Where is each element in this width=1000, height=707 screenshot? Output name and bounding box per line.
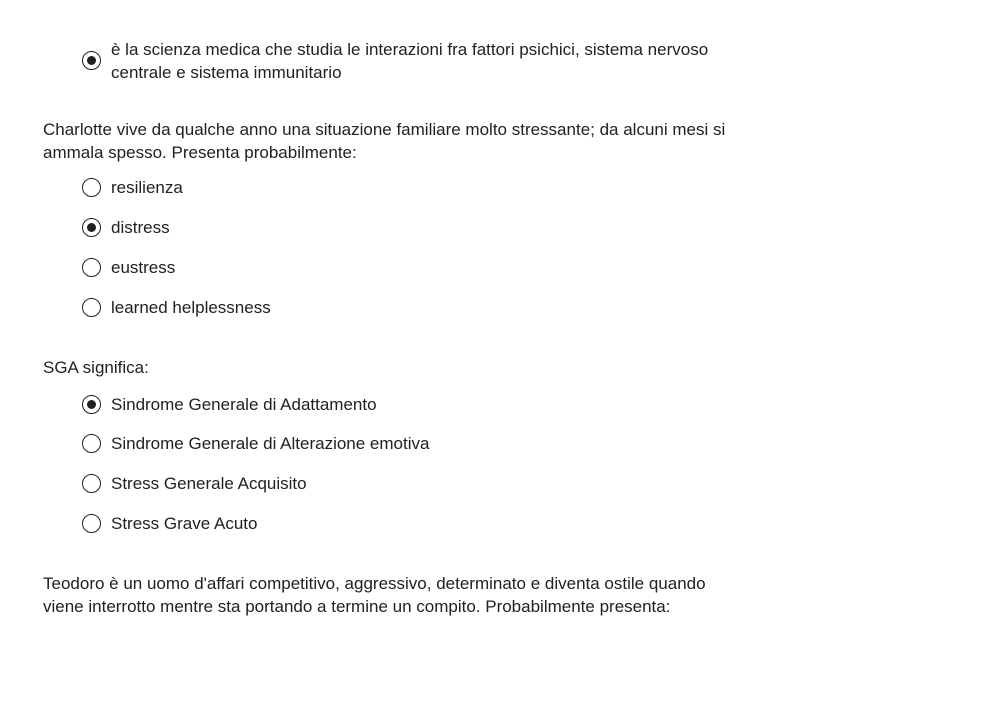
q1-option-label: eustress [111, 258, 176, 277]
q2-option-sindrome-alterazione[interactable] [82, 432, 721, 455]
radio-button-checked[interactable] [82, 218, 101, 237]
q2-question-text: SGA significa: [43, 358, 149, 377]
q1-option-resilienza[interactable] [82, 176, 721, 199]
q2-option-stress-acquisito[interactable] [82, 472, 721, 495]
radio-button[interactable] [82, 258, 101, 277]
q1-option-eustress[interactable] [82, 256, 721, 279]
q2-option-label: Sindrome Generale di Adattamento [111, 395, 377, 414]
q1-option-distress[interactable] [82, 216, 721, 239]
q1-option-label: resilienza [111, 178, 183, 197]
q2-option-label: Stress Grave Acuto [111, 514, 258, 533]
q2-option-label: Sindrome Generale di Alterazione emotiva [111, 434, 430, 453]
q1-question-text: Charlotte vive da qualche anno una situazione familiare molto stressante; da alcuni mesi si ammala spesso. Presenta probabilmente: [43, 120, 726, 162]
q1-option-label: learned helplessness [111, 298, 271, 317]
q2-option-stress-acuto[interactable] [82, 512, 721, 535]
radio-button-checked[interactable] [82, 395, 101, 414]
q2-option-label: Stress Generale Acquisito [111, 474, 307, 493]
q3-question-text: Teodoro è un uomo d'affari competitivo, aggressivo, determinato e diventa ostile quando viene interrotto mentre sta portando a termine un compito. Probabilmente presenta: [43, 574, 706, 616]
q0-option-selected[interactable] [82, 38, 721, 84]
radio-button[interactable] [82, 298, 101, 317]
q1-option-learned-helplessness[interactable] [82, 296, 721, 319]
q2-option-sindrome-adattamento[interactable] [82, 393, 721, 416]
radio-button[interactable] [82, 474, 101, 493]
radio-button[interactable] [82, 514, 101, 533]
q1-option-label: distress [111, 218, 170, 237]
q0-option-label: è la scienza medica che studia le interazioni fra fattori psichici, sistema nervoso centrale e sistema immunitario [111, 40, 709, 82]
radio-button[interactable] [82, 178, 101, 197]
radio-button[interactable] [82, 434, 101, 453]
radio-button-checked[interactable] [82, 51, 101, 70]
